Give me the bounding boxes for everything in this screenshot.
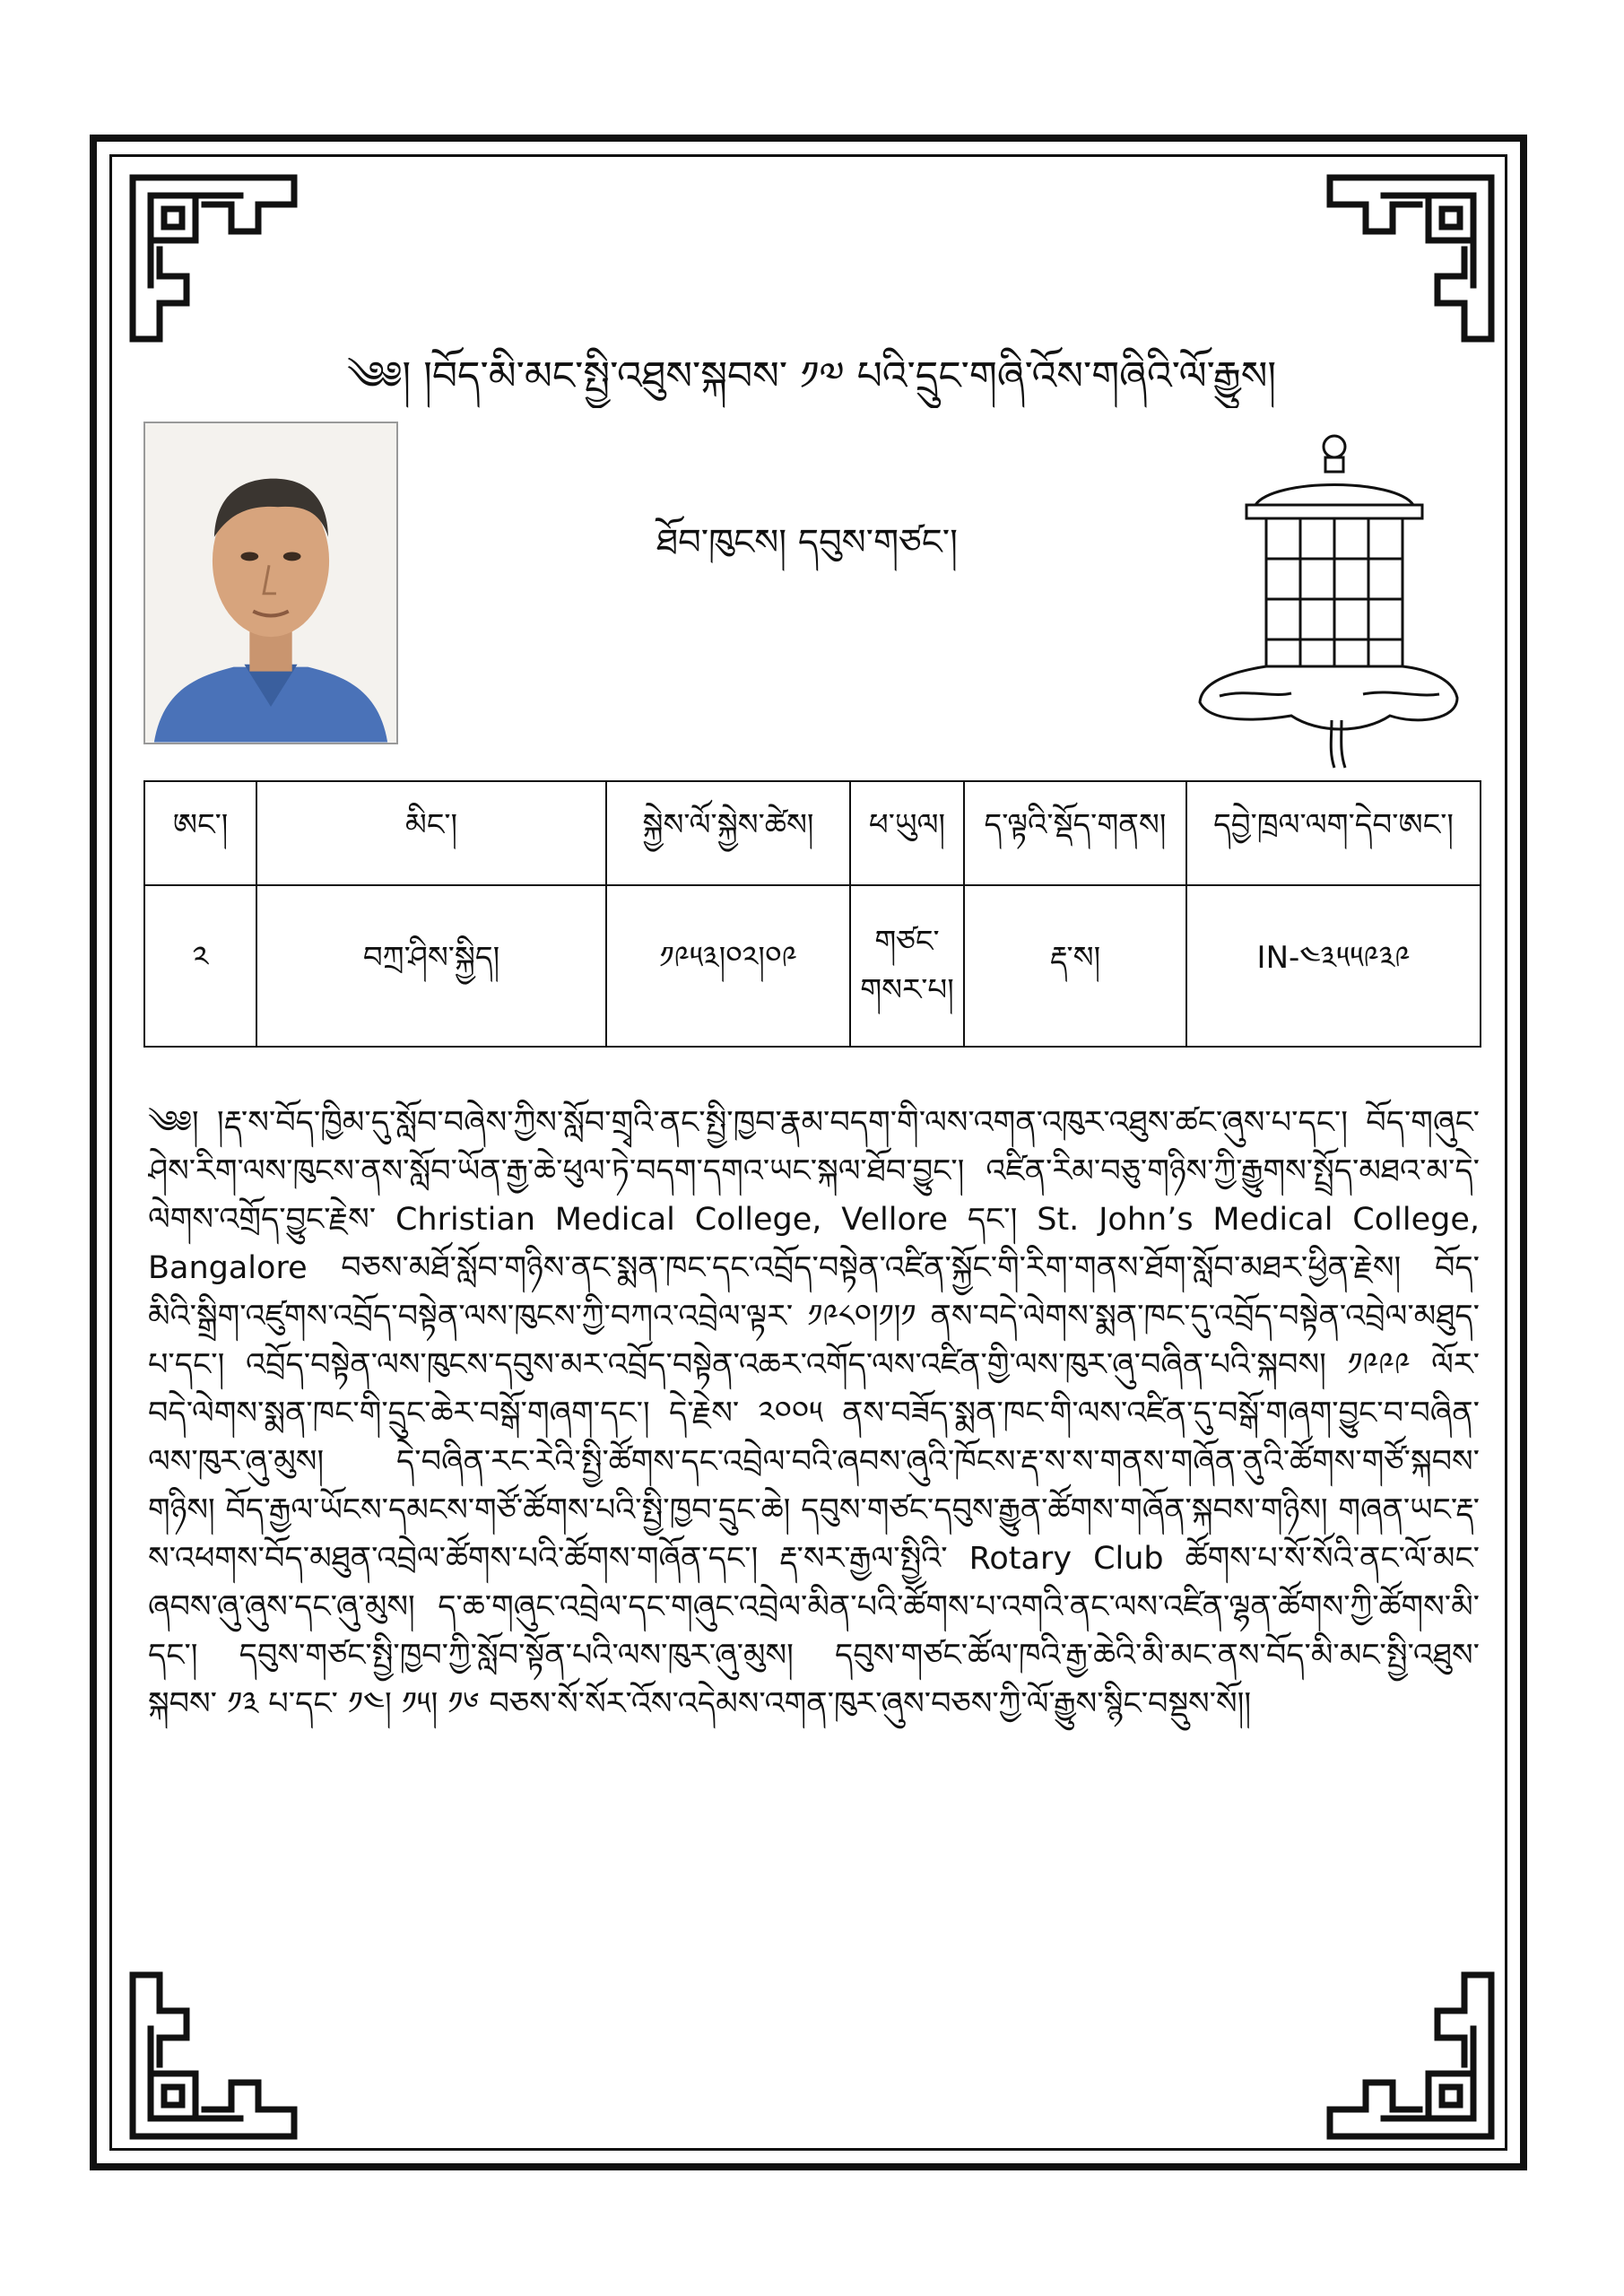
biography-paragraph: ༄༅། །རྡ་ས་བོད་ཁྱིམ་དུ་སློབ་བཞེས་ཀྱིས་སློབ་གྲྭའི་ནང་སྤྱི་ཁྱབ་རྣམ་བདག་གི་ལས་འགན་འཁུར་འཐུས་ཚང་ཞུས་པ་དང་། བོད་གཞུང་ཤེས་རིག་ལས་ཁུངས་ནས་སློབ་ཡོན་རྒྱ་ཆེ་ཕུལ་ཏེ་བདག་དགའ་ཡང་སྐལ་ཐོབ་བྱུང་། འཛིན་རིམ་བཅུ་གཉིས་ཀྱི་རྒྱུགས་སྤྲོད་མཐའ་མ་དེ་ལེགས་འགྲོད་བྱུང་རྗེས་ Christian Medical College, Vellore དང་། St. John’s Medical College, Bangalore བཅས་མཐོ་སློབ་གཉིས་ནང་སྨན་ཁང་དང་འབྲོད་བསྟེན་འཛིན་སྐྱོང་གི་རིག་གནས་ཐོག་སློབ་མཐར་ཕྱིན་རྗེས། བོད་མིའི་སྒྲིག་འཛུགས་འབྲོད་བསྟེན་ལས་ཁུངས་ཀྱི་བཀའ་འབྲེལ་ལྟར་ ༡༩༨༠།༡།༡ ནས་བདེ་ལེགས་སྨན་ཁང་དུ་འབྲོད་བསྟེན་འབྲེལ་མཐུད་པ་དང་། འབྲོད་བསྟེན་ལས་ཁུངས་དབུས་མར་འབྲོད་བསྟེན་འཆར་འགོད་ལས་འཛིན་གྱི་ལས་ཁུར་ཞུ་བཞིན་པའི་སྐབས། ༡༩༩༩ ལོར་བདེ་ལེགས་སྨན་ཁང་གི་དྲུང་ཆེར་བསྒོ་གཞག་དང་། དེ་རྗེས་ ༢༠༠༥ ནས་བཟོད་སྨན་ཁང་གི་ལས་འཛིན་དུ་བསྒོ་གཞག་བྱུང་བ་བཞིན་ལས་ཁུར་ཞུ་མུས། དེ་བཞིན་རང་རེའི་སྤྱི་ཚོགས་དང་འབྲེལ་བའི་ཞབས་ཞུའི་ཁོངས་རྡ་ས་ས་གནས་གཞོན་ནུའི་ཚོགས་གཙོ་སྐབས་གཉིས། བོད་རྒྱལ་ཡོངས་དམངས་གཙོ་ཚོགས་པའི་སྤྱི་ཁྱབ་དྲུང་ཆེ། དབུས་གཙང་དབུས་རྒྱུན་ཚོགས་གཞོན་སྐབས་གཉིས། གཞན་ཡང་རྡ་ས་འཕགས་བོད་མཐུན་འབྲེལ་ཚོགས་པའི་ཚོགས་གཞོན་དང་། རྡ་སར་རྒྱལ་སྤྱིའི་ Rotary Club ཚོགས་པ་སོ་སོའི་ནང་ལོ་མང་ཞབས་ཞུ་ཞུས་དང་ཞུ་མུས། ད་ཆ་གཞུང་འབྲེལ་དང་གཞུང་འབྲེལ་མིན་པའི་ཚོགས་པ་འགའི་ནང་ལས་འཛིན་ལྷན་ཚོགས་ཀྱི་ཚོགས་མི་དང་། དབུས་གཙང་སྤྱི་ཁྱབ་ཀྱི་སློབ་སྟོན་པའི་ལས་ཁུར་ཞུ་མུས། དབུས་གཙང་ཚོལ་ཁའི་རྒྱ་ཆེའི་མི་མང་ནས་བོད་མི་མང་སྤྱི་འཐུས་སྐབས་ ༡༣ པ་དང་ ༡༤། ༡༥། ༡༦ བཅས་སོ་སོར་འོས་འདེམས་འགན་ཁུར་ཞུས་བཅས་ཀྱི་ལོ་རྒྱུས་སྙིང་བསྡུས་སོ།།: [148, 1105, 1480, 1722]
header-number: ཨང་།: [144, 781, 256, 885]
header-birth-date: སྐྱེས་ལོ་སྐྱེས་ཚེས།: [606, 781, 850, 885]
corner-ornament-bottom-left: [124, 1966, 303, 2145]
table-header-row: [144, 781, 1481, 885]
corner-ornament-top-right: [1321, 169, 1500, 348]
candidate-details-table: [143, 780, 1481, 1048]
prayer-wheel-emblem: [1184, 429, 1471, 770]
cell-residence: རྡ་ས།: [964, 885, 1186, 1047]
corner-ornament-top-left: [124, 169, 303, 348]
header-hometown: ཕ་ཡུལ།: [850, 781, 964, 885]
cell-name: བཀྲ་ཤིས་སྐྱིད།: [256, 885, 606, 1047]
document-title: ༄༅། །བོད་མི་མང་སྤྱི་འཐུས་སྐབས་ ༡༧ པའི་དྲུང་གཞི་འོས་གཞིའི་ལོ་རྒྱུས།: [346, 353, 1277, 399]
header-residence: ད་ལྟའི་སྡོད་གནས།: [964, 781, 1186, 885]
header-name: མིང་།: [256, 781, 606, 885]
hometown-line-2: གསར་པ།: [860, 972, 954, 1008]
corner-ornament-bottom-right: [1321, 1966, 1500, 2145]
cell-green-book-id: IN-༤༣༥༥༩༣༩: [1186, 885, 1481, 1047]
constituency-label: ཐོབ་ཁུངས། དབུས་གཙང་།: [656, 522, 959, 563]
cell-hometown: [850, 885, 964, 1047]
header-green-book-id: དབྱེ་ཁྲལ་ལག་དེབ་ཨང་།: [1186, 781, 1481, 885]
candidate-photo: [143, 422, 398, 744]
hometown-line-1: གཙང་: [874, 923, 940, 960]
cell-birth-date: ༡༩༥༣།༠༢།༠༩: [606, 885, 850, 1047]
table-row: [144, 885, 1481, 1047]
cell-number: ༢: [144, 885, 256, 1047]
